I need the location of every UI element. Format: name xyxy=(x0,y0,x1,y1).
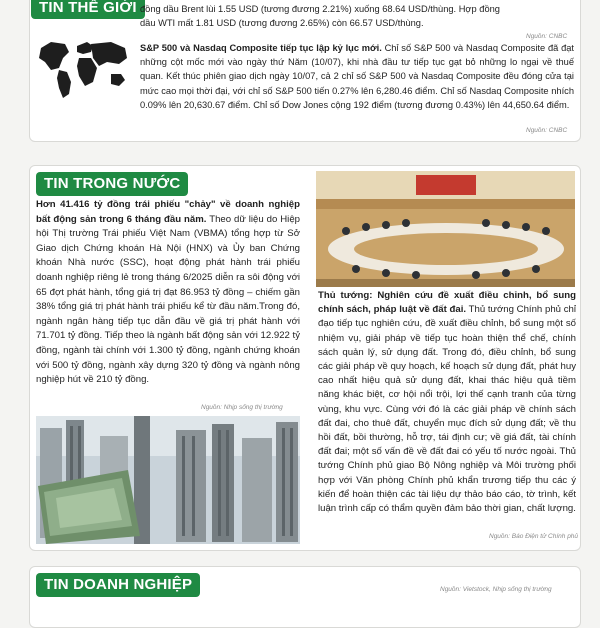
business-news-source: Nguồn: Vietstock, Nhịp sống thị trường xyxy=(440,586,552,593)
domestic-news-tag: TIN TRONG NƯỚC xyxy=(36,172,188,196)
world-news-tag: TIN THẾ GIỚI xyxy=(31,0,145,19)
bond-news-text: Hơn 41.416 tỷ đồng trái phiếu "chảy" về doanh nghiệp bất động sản trong 6 tháng đầu năm. Theo dữ liệu do Hiệp hội Thị trường Trái phiếu Việt Nam (VBMA) tổng hợp từ Sở Giao dịch Chứng khoán Hà Nội (HNX) và Ủy ban Chứng khoán Nhà nước (SSC), hoạt động phát hành trái phiếu doanh nghiệp riêng lẻ trong tháng 6/2025 diễn ra sôi động với 65 đợt phát hành, tổng giá trị đạt 86.953 tỷ đồng – chiếm gần 38% tổng giá trị phát hành trái phiếu kể từ đầu năm.Trong đó, ngành ngân hàng tiếp tục dẫn đầu về giá trị phát hành với 71.701 tỷ đồng. Tiếp theo là ngành bất động sản với 12.922 tỷ đồng, ngành tài chính với 1.300 tỷ đồng, ngành chứng khoán với 500 tỷ đồng, ngành xây dựng 320 tỷ đồng và ngành nông nghiệp hút về 210 tỷ đồng. xyxy=(36,199,300,386)
sp500-news-source: Nguồn: CNBC xyxy=(526,127,568,134)
real-estate-photo xyxy=(36,416,300,544)
sp500-headline: S&P 500 và Nasdaq Composite tiếp tục lập kỷ lục mới. xyxy=(140,43,382,53)
world-map-image xyxy=(33,28,133,108)
business-news-tag: TIN DOANH NGHIỆP xyxy=(36,573,200,597)
sp500-news-text: S&P 500 và Nasdaq Composite tiếp tục lập kỷ lục mới. Chỉ số S&P 500 và Nasdaq Composite đã đạt những cột mốc mới vào ngày thứ Năm (10/07), khi nhà đầu tư tiếp tục gạt bỏ những lo ngại về thuế quan. Kết thúc phiên giao dịch ngày 10/07, cả 2 chỉ số S&P 500 và Nasdaq Composite đều đóng cửa tại mức cao mọi thời đại, với chỉ số S&P 500 tiến 0.27% lên 6,280.46 điểm. Chỉ số Nasdaq Composite nhích 0.09% lên 20,630.67 điểm. Chỉ số Dow Jones cộng 192 điểm (tương đương 0.43%) lên 44,650.64 điểm. xyxy=(140,43,574,110)
oil-news-text: đồng dầu Brent lùi 1.55 USD (tương đương 2.21%) xuống 68.64 USD/thùng. Hợp đồng dầu WTI mất 1.81 USD (tương đương 2.65%) còn 66.57 USD/thùng. xyxy=(140,4,500,29)
pm-news-source: Nguồn: Báo Điện tử Chính phủ xyxy=(489,533,579,540)
oil-news-source: Nguồn: CNBC xyxy=(526,33,568,40)
government-meeting-photo xyxy=(316,171,575,287)
bond-headline: Hơn 41.416 tỷ đồng trái phiếu "chảy" về doanh nghiệp bất động sản trong 6 tháng đầu năm. xyxy=(36,199,300,225)
bond-news-source: Nguồn: Nhịp sống thị trường xyxy=(201,404,283,411)
pm-headline: Thủ tướng: Nghiên cứu đề xuất điều chỉnh, bổ sung chính sách, pháp luật về đất đai. xyxy=(318,290,576,316)
pm-news-text: Thủ tướng: Nghiên cứu đề xuất điều chỉnh, bổ sung chính sách, pháp luật về đất đai. Thủ tướng Chính phủ chỉ đạo tiếp tục nghiên cứu, đề xuất điều chỉnh, bổ sung một số nhiệm vụ, giải pháp về tiếp tục hoàn thiện thể chế, chính sách quản lý, sử dụng đất. Trong đó, điều chỉnh, bổ sung các giải pháp về quy hoạch, kế hoạch sử dụng đất, phát huy cao nhất hiệu quả sử dụng đất, khai thác hiệu quả tiềm năng khác biệt, cơ hội nổi trội, lợi thế cạnh tranh của từng vùng, khu vực. Cùng với đó là các giải pháp về chính sách đất đai, cho thuê đất, chuyển mục đích sử dụng đất; về thu hồi đất, bồi thường, hỗ trợ, tái định cư; về giá đất, tài chính đất đai; một số vấn đề về đất đai có yếu tố nước ngoài. Thủ tướng Chính phủ giao Bộ Nông nghiệp và Môi trường phối hợp với Văn phòng Chính phủ khẩn trương tiếp thu các ý kiến để hoàn thiện các tài liệu dự thảo báo cáo, tờ trình, kết luận trình cấp có thẩm quyền đảm bảo thời gian, chất lượng. xyxy=(318,290,576,515)
